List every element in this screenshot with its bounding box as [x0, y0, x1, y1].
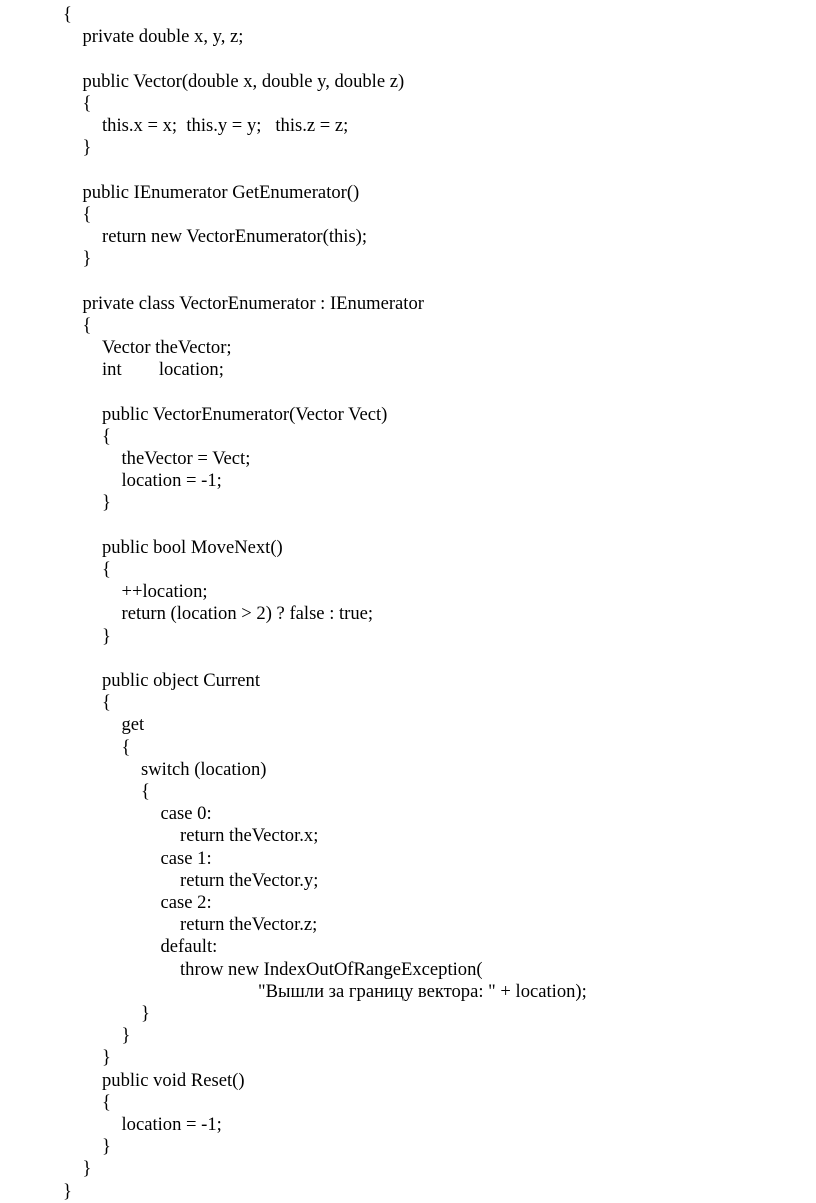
code-line: return theVector.z;	[180, 914, 318, 936]
code-line: return (location > 2) ? false : true;	[121, 603, 374, 625]
code-line: case 1:	[160, 847, 212, 869]
code-line: this.x = x; this.y = y; this.z = z;	[102, 115, 349, 136]
code-line: Vector theVector;	[102, 337, 232, 358]
code-line: {	[102, 692, 111, 714]
code-line: }	[102, 1047, 111, 1069]
code-line: {	[82, 203, 92, 225]
code-line: {	[82, 92, 92, 114]
code-line: return theVector.y;	[180, 869, 319, 891]
code-line: public bool MoveNext()	[102, 536, 283, 558]
code-line: int location;	[102, 359, 224, 381]
code-line: }	[121, 1025, 131, 1047]
code-line: {	[102, 559, 111, 580]
code-line: return theVector.x;	[180, 825, 319, 847]
code-line: case 2:	[160, 892, 212, 913]
code-line: }	[82, 248, 92, 270]
code-line: public IEnumerator GetEnumerator()	[82, 181, 360, 203]
code-line: }	[82, 1158, 92, 1180]
code-line: get	[121, 714, 145, 736]
code-line: location = -1;	[121, 470, 222, 492]
code-line: {	[102, 1091, 111, 1113]
code-line: public void Reset()	[102, 1069, 245, 1091]
code-line: private double x, y, z;	[82, 26, 244, 48]
code-line: private class VectorEnumerator : IEnumerator	[82, 292, 424, 314]
code-line: throw new IndexOutOfRangeException(	[180, 958, 483, 980]
code-line: switch (location)	[141, 758, 267, 780]
code-line: {	[121, 736, 131, 758]
code-line: }	[63, 1180, 72, 1202]
code-line: theVector = Vect;	[121, 448, 251, 469]
code-line: location = -1;	[121, 1114, 222, 1135]
code-line: {	[63, 4, 72, 25]
code-line: public object Current	[102, 670, 261, 691]
code-line: {	[141, 781, 150, 802]
code-line: default:	[160, 936, 218, 958]
code-line: return new VectorEnumerator(this);	[102, 226, 368, 247]
code-line: public VectorEnumerator(Vector Vect)	[102, 403, 388, 425]
code-line: {	[82, 314, 92, 336]
code-line: }	[102, 492, 111, 514]
code-line: }	[82, 137, 92, 159]
code-line: ++location;	[121, 581, 208, 603]
code-line: public Vector(double x, double y, double z)	[82, 70, 405, 92]
code-line: {	[102, 425, 111, 447]
code-line: "Вышли за границу вектора: " + location);	[258, 980, 587, 1002]
code-line: case 0:	[160, 803, 212, 825]
code-line: }	[141, 1003, 150, 1024]
code-line: }	[102, 1136, 111, 1158]
code-line: }	[102, 625, 111, 647]
